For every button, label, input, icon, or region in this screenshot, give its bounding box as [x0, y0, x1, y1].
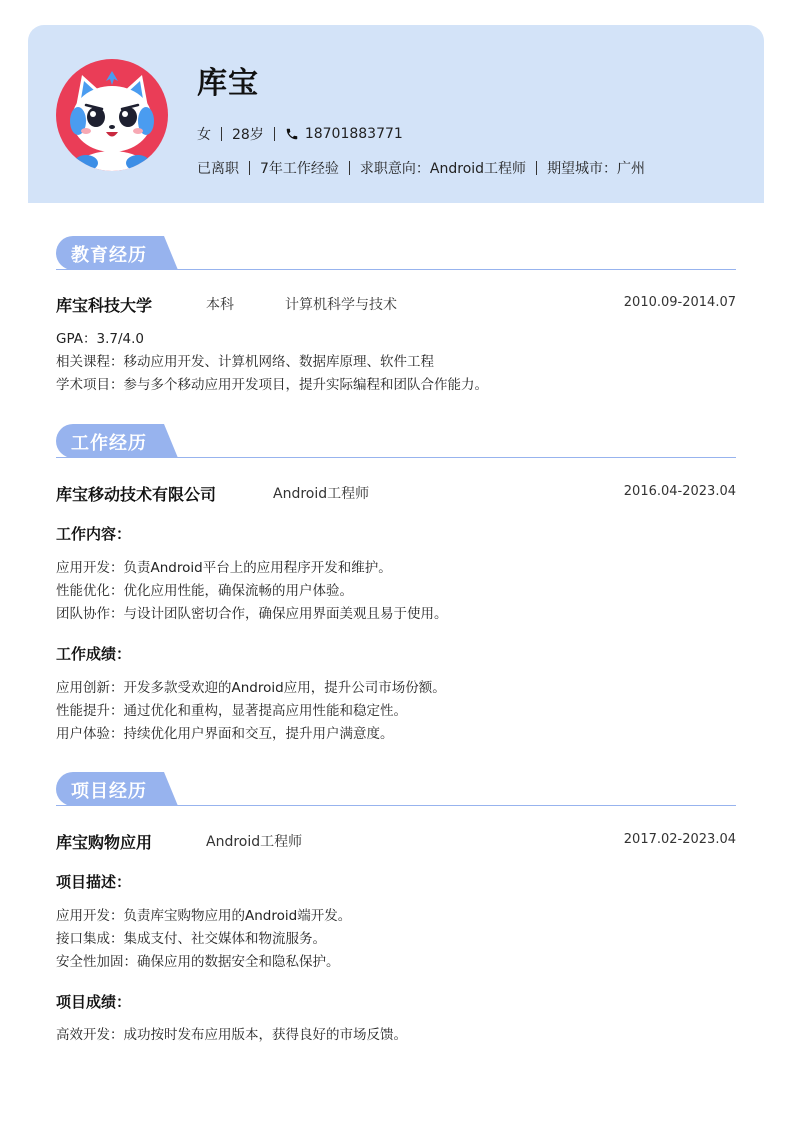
expected-city: 期望城市：广州 — [547, 161, 646, 177]
gender: 女 — [197, 127, 211, 143]
list-item: 团队协作：与设计团队密切合作，确保应用界面美观且易于使用。 — [56, 606, 448, 622]
cat-mascot-icon — [56, 59, 168, 171]
job-role: Android工程师 — [273, 486, 370, 502]
work-achievements-heading: 工作成绩： — [56, 645, 132, 663]
work-achievements-list — [56, 677, 736, 746]
major: 计算机科学与技术 — [285, 297, 397, 313]
education-section-header — [56, 236, 736, 272]
divider — [249, 161, 250, 175]
project-desc-list — [56, 905, 736, 974]
work-content-heading: 工作内容： — [56, 525, 132, 543]
divider — [274, 127, 275, 141]
education-details — [56, 328, 736, 397]
project-role: Android工程师 — [206, 834, 303, 850]
list-item: 用户体验：持续优化用户界面和交互，提升用户满意度。 — [56, 726, 394, 742]
job-intent: 求职意向：Android工程师 — [359, 161, 527, 177]
avatar — [56, 59, 168, 171]
education-date: 2010.09-2014.07 — [623, 295, 736, 310]
list-item: 相关课程：移动应用开发、计算机网络、数据库原理、软件工程 — [56, 354, 434, 370]
list-item: 安全性加固：确保应用的数据安全和隐私保护。 — [56, 954, 340, 970]
basic-info-row — [197, 124, 403, 144]
degree: 本科 — [206, 297, 234, 313]
phone-number: 18701883771 — [304, 126, 403, 142]
section-divider — [56, 457, 736, 458]
project-date: 2017.02-2023.04 — [623, 832, 736, 847]
section-title: 教育经历 — [71, 245, 147, 266]
project-section-header — [56, 772, 736, 808]
work-content-list — [56, 557, 736, 626]
project-name: 库宝购物应用 — [56, 833, 153, 852]
school-name: 库宝科技大学 — [56, 296, 153, 315]
experience-years: 7年工作经验 — [260, 161, 339, 177]
career-info-row — [197, 158, 645, 178]
list-item: 应用开发：负责库宝购物应用的Android端开发。 — [56, 908, 352, 924]
list-item: 接口集成：集成支付、社交媒体和物流服务。 — [56, 931, 326, 947]
divider — [536, 161, 537, 175]
list-item: 性能优化：优化应用性能，确保流畅的用户体验。 — [56, 583, 353, 599]
section-title: 工作经历 — [71, 433, 147, 454]
work-section-header — [56, 424, 736, 460]
phone-icon — [285, 127, 299, 141]
list-item: 学术项目：参与多个移动应用开发项目，提升实际编程和团队合作能力。 — [56, 377, 488, 393]
age: 28岁 — [232, 127, 264, 143]
list-item: 高效开发：成功按时发布应用版本，获得良好的市场反馈。 — [56, 1027, 407, 1043]
list-item: GPA：3.7/4.0 — [56, 331, 144, 347]
section-divider — [56, 805, 736, 806]
section-title: 项目经历 — [71, 781, 147, 802]
section-divider — [56, 269, 736, 270]
project-results-heading: 项目成绩： — [56, 993, 132, 1011]
project-results-list — [56, 1024, 736, 1047]
list-item: 应用创新：开发多款受欢迎的Android应用，提升公司市场份额。 — [56, 680, 446, 696]
divider — [221, 127, 222, 141]
work-date: 2016.04-2023.04 — [623, 484, 736, 499]
list-item: 应用开发：负责Android平台上的应用程序开发和维护。 — [56, 560, 392, 576]
project-desc-heading: 项目描述： — [56, 873, 132, 891]
list-item: 性能提升：通过优化和重构，显著提高应用性能和稳定性。 — [56, 703, 407, 719]
candidate-name: 库宝 — [197, 66, 259, 101]
company-name: 库宝移动技术有限公司 — [56, 485, 217, 504]
employment-status: 已离职 — [197, 161, 239, 177]
divider — [349, 161, 350, 175]
